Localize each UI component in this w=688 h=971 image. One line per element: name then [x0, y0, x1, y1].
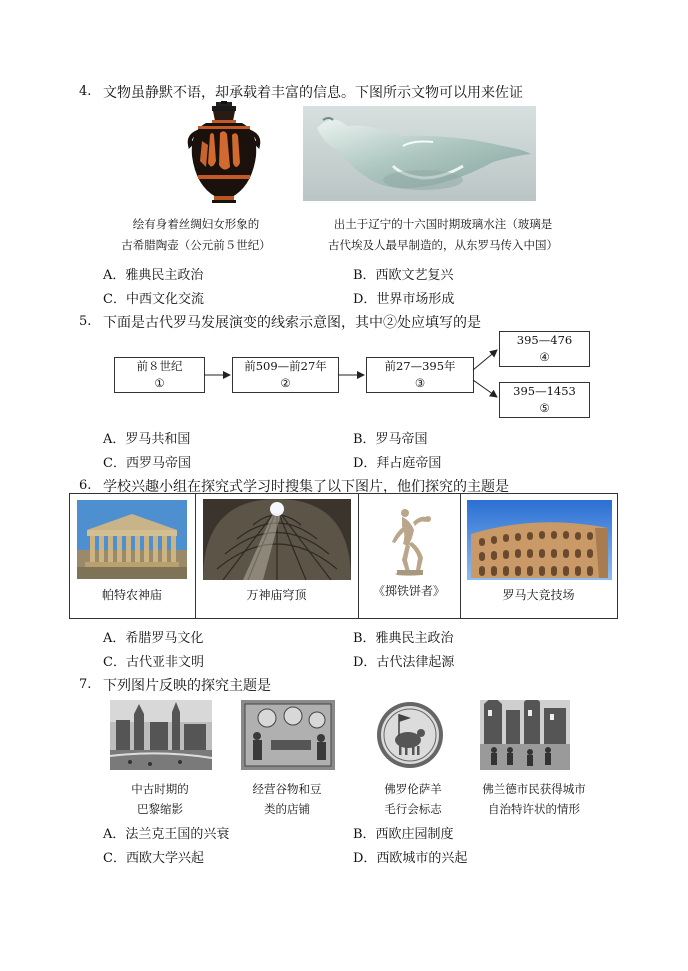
flanders-charter-image: [480, 700, 570, 770]
q6-option-d[interactable]: D．古代法律起源: [353, 655, 455, 670]
q7-option-d[interactable]: D．西欧城市的兴起: [353, 851, 468, 866]
q7-caption-shop-line1: 经营谷物和豆: [252, 782, 322, 796]
q6-caption-colosseum: 罗马大竞技场: [502, 588, 575, 602]
parthenon-image: [77, 500, 187, 579]
q7-option-b[interactable]: B．西欧庄园制度: [353, 827, 454, 842]
timeline-arrows: [0, 0, 688, 440]
q6-caption-discobolus: 《掷铁饼者》: [372, 584, 445, 598]
q6-option-b[interactable]: B．雅典民主政治: [353, 631, 454, 646]
q7-caption-flanders-line1: 佛兰德市民获得城市: [482, 782, 586, 796]
arrow-3-4: [473, 350, 497, 370]
q7-caption-flanders-line2: 自治特许状的情形: [488, 802, 580, 816]
timeline-box-4-marker: ④: [539, 350, 550, 364]
q6-caption-pantheon: 万神庙穹顶: [246, 588, 307, 602]
grain-shop-image: [241, 700, 335, 770]
q6-number: 6.: [79, 478, 92, 493]
q5-option-a[interactable]: A．罗马共和国: [103, 432, 191, 447]
medieval-paris-image: [110, 700, 212, 770]
arrow-3-5: [473, 380, 497, 397]
q7-caption-guild-line2: 毛行会标志: [384, 802, 442, 816]
q6-stem: 学校兴趣小组在探究式学习时搜集了以下图片，他们探究的主题是: [103, 479, 509, 495]
q7-number: 7.: [79, 677, 92, 692]
colosseum-image: [467, 500, 612, 580]
q4-option-a[interactable]: A．雅典民主政治: [103, 268, 204, 283]
q4-caption-vase-line2: 古希腊陶壶（公元前５世纪）: [121, 238, 271, 252]
q4-option-b[interactable]: B．西欧文艺复兴: [353, 268, 454, 283]
q4-caption-glass-line2: 古代埃及人最早制造的，从东罗马传入中国）: [328, 238, 558, 252]
q4-number: 4.: [79, 84, 92, 99]
q7-caption-paris-line1: 中古时期的: [131, 782, 189, 796]
q7-option-c[interactable]: C．西欧大学兴起: [103, 851, 204, 866]
wool-guild-emblem-image: [375, 700, 445, 770]
pantheon-dome-image: [203, 499, 351, 580]
q7-caption-paris-line2: 巴黎缩影: [137, 802, 183, 816]
timeline-box-2-period: 前509—前27年: [244, 359, 327, 373]
q4-caption-vase-line1: 绘有身着丝绸妇女形象的: [132, 217, 260, 231]
q5-option-d[interactable]: D．拜占庭帝国: [353, 456, 442, 471]
timeline-box-3-marker: ③: [414, 376, 426, 390]
q4-stem: 文物虽静默不语，却承载着丰富的信息。下图所示文物可以用来佐证: [103, 85, 523, 101]
timeline-box-2-marker: ②: [280, 376, 291, 390]
q5-option-b[interactable]: B．罗马帝国: [353, 432, 428, 447]
q6-caption-parthenon: 帕特农神庙: [101, 588, 162, 602]
timeline-box-1-period: 前８世纪: [136, 359, 183, 373]
timeline-box-4-period: 395—476: [516, 333, 573, 347]
q7-caption-guild-line1: 佛罗伦萨羊: [384, 782, 442, 796]
q5-option-c[interactable]: C．西罗马帝国: [103, 456, 191, 471]
q4-option-d[interactable]: D．世界市场形成: [353, 292, 455, 307]
q4-option-c[interactable]: C．中西文化交流: [103, 292, 204, 307]
q6-option-a[interactable]: A．希腊罗马文化: [103, 631, 204, 646]
q7-caption-shop-line2: 类的店铺: [264, 802, 310, 816]
q5-stem: 下面是古代罗马发展演变的线索示意图，其中②处应填写的是: [103, 315, 481, 331]
timeline-box-5-period: 395—1453: [513, 384, 576, 398]
q5-number: 5.: [79, 314, 92, 329]
timeline-box-5-marker: ⑤: [539, 401, 550, 415]
q7-option-a[interactable]: A．法兰克王国的兴衰: [103, 827, 230, 842]
discobolus-image: [384, 500, 434, 577]
timeline-box-3-period: 前27—395年: [384, 359, 456, 373]
q4-caption-glass-line1: 出土于辽宁的十六国时期玻璃水注（玻璃是: [333, 217, 553, 231]
timeline-box-1-marker: ①: [154, 376, 165, 390]
q6-option-c[interactable]: C．古代亚非文明: [103, 655, 204, 670]
q7-stem: 下列图片反映的探究主题是: [103, 678, 271, 694]
